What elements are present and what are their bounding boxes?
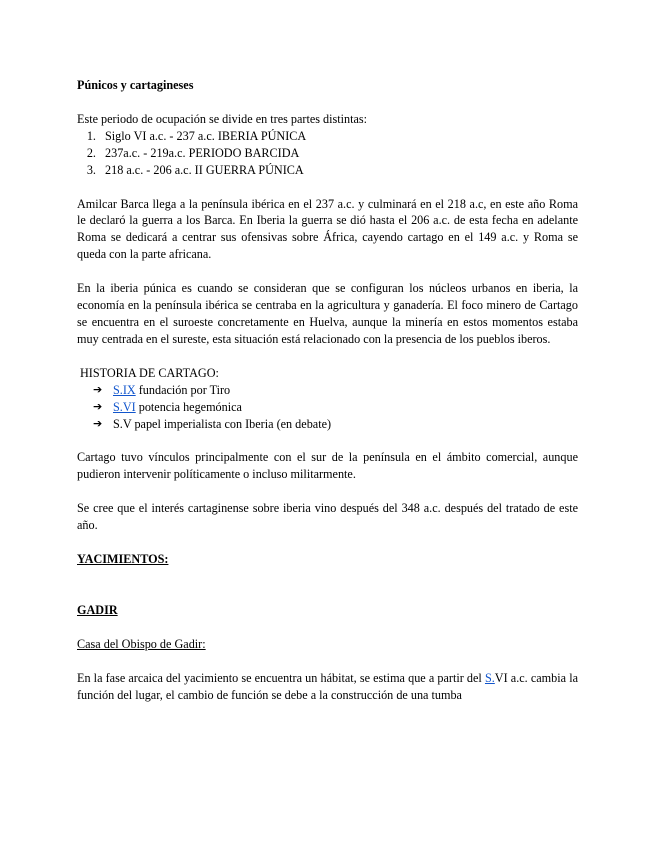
arrow-right-icon: ➔ xyxy=(93,382,103,396)
paragraph-text: En la fase arcaica del yacimiento se encuentra un hábitat, se estima que a partir del xyxy=(77,670,485,685)
intro-paragraph: Este periodo de ocupación se divide en tres partes distintas: xyxy=(77,111,368,126)
list-item xyxy=(93,416,578,433)
list-item-text: fundación por Tiro xyxy=(135,382,231,397)
paragraph-casa-obispo xyxy=(77,670,578,704)
periods-list xyxy=(77,128,578,179)
list-item xyxy=(93,399,578,416)
paragraph-iberia-punica: En la iberia púnica es cuando se consideran que se configuran los núcleos urbanos en iberia, la economía en la península ibérica se centraba en la agricultura y ganadería. El foco minero de Cartago se encuentra en el suroeste concretamente en Huelva, aunque la minería en estos momentos estaba muy centrada en el sureste, esta situación está relacionado con la presencia de los pueblos iberos. xyxy=(77,281,578,346)
history-heading: HISTORIA DE CARTAGO: xyxy=(80,365,219,380)
document-body xyxy=(77,77,578,704)
link-s-vi[interactable]: S.VI xyxy=(113,399,136,414)
list-item: 3. 218 a.c. - 206 a.c. II GUERRA PÚNICA xyxy=(99,162,578,179)
section-title: Púnicos y cartagineses xyxy=(77,78,194,92)
link-s-vi-casa[interactable]: S. xyxy=(484,670,495,685)
list-item-text: S.V papel imperialista con Iberia (en debate) xyxy=(113,416,332,431)
arrow-right-icon: ➔ xyxy=(93,399,103,413)
yacimientos-heading: YACIMIENTOS: xyxy=(77,552,169,567)
link-s-ix[interactable]: S.IX xyxy=(113,382,136,397)
list-item: 2. 237a.c. - 219a.c. PERIODO BARCIDA xyxy=(99,145,578,162)
gadir-heading: GADIR xyxy=(77,602,118,617)
history-list xyxy=(77,382,578,433)
paragraph-amilcar: Amilcar Barca llega a la península ibérica en el 237 a.c. y culminará en el 218 a.c, en este año Roma le declaró la guerra a los Barca. En Iberia la guerra se dió hasta el 206 a.c. de esta fecha en adelante Roma se dedicará a centrar sus ofensivas sobre África, cayendo cartago en el 149 a.c. y Roma se queda con la parte africana. xyxy=(77,196,578,262)
paragraph-vinculos: Cartago tuvo vínculos principalmente con el sur de la península en el ámbito comercial, aunque pudieron intervenir políticamente o incluso militarmente. xyxy=(77,450,578,482)
paragraph-interes: Se cree que el interés cartaginense sobre iberia vino después del 348 a.c. después del tratado de este año. xyxy=(77,501,578,533)
list-item xyxy=(93,382,578,399)
casa-obispo-heading: Casa del Obispo de Gadir: xyxy=(77,636,206,651)
paragraph-text: VI a.c. cambia la función del lugar, el cambio de función se debe a la construcción de una tumba xyxy=(77,670,578,702)
list-item: 1. Siglo VI a.c. - 237 a.c. IBERIA PÚNICA xyxy=(99,128,578,145)
arrow-right-icon: ➔ xyxy=(93,416,103,430)
list-item-text: potencia hegemónica xyxy=(135,399,242,414)
